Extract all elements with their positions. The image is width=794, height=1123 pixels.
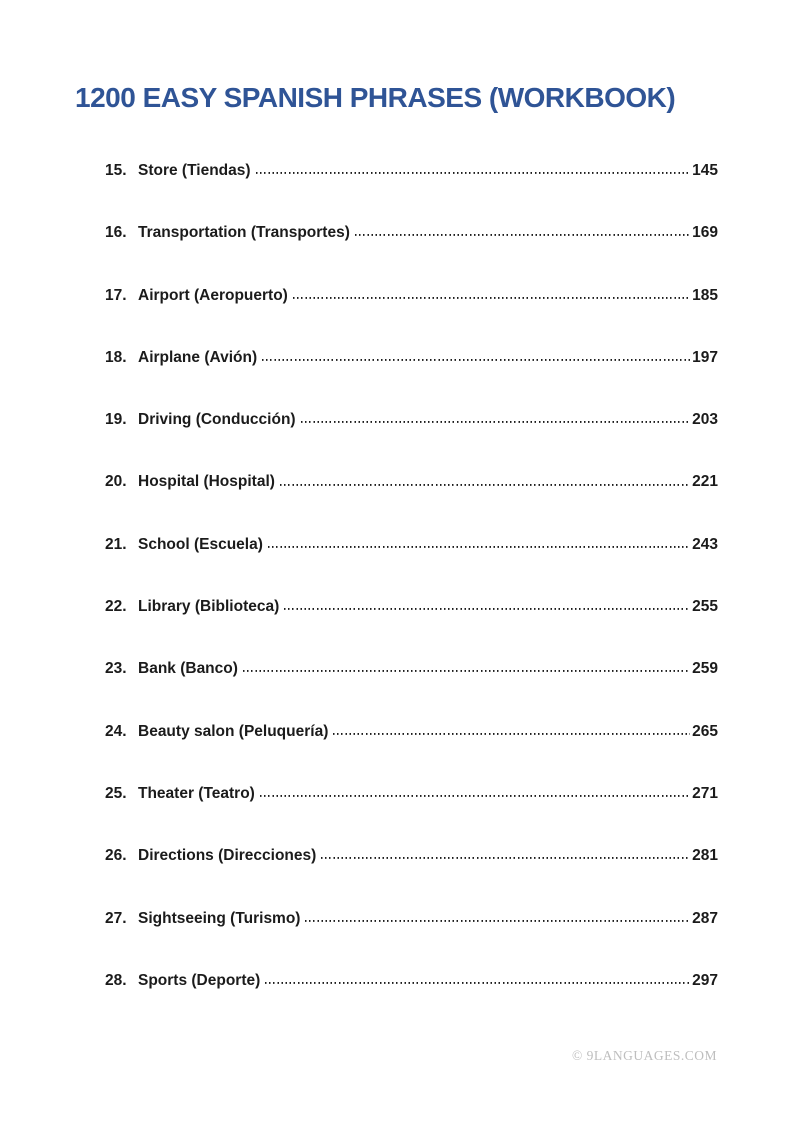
toc-entry [105, 286, 718, 305]
copyright-footer: © 9LANGUAGES.COM [571, 1048, 717, 1063]
dot-leader [355, 225, 690, 237]
dot-leader [284, 599, 690, 611]
toc-entry [105, 971, 718, 990]
toc-entry-label: Airplane (Avión) [138, 348, 258, 366]
toc-entry-label: Beauty salon (Peluquería) [138, 722, 329, 740]
dot-leader [256, 163, 691, 175]
toc-entry-label: Driving (Conducción) [138, 411, 296, 429]
table-of-contents [105, 161, 718, 1033]
toc-entry-page-number: 185 [692, 286, 718, 304]
toc-entry-label: Theater (Teatro) [138, 784, 255, 802]
toc-entry-number: 17. [105, 286, 127, 304]
toc-entry-page-number: 271 [692, 784, 718, 802]
toc-entry-label: Store (Tiendas) [138, 162, 251, 179]
dot-leader [280, 474, 690, 486]
toc-entry-label: Bank (Banco) [138, 660, 238, 678]
toc-entry-label: Airport (Aeropuerto) [138, 286, 288, 304]
toc-entry-number: 25. [105, 784, 127, 802]
dot-leader [305, 911, 690, 923]
toc-entry [105, 472, 718, 491]
toc-entry [105, 161, 718, 180]
toc-entry-page-number: 197 [692, 348, 718, 366]
toc-entry-number: 28. [105, 971, 127, 989]
dot-leader [321, 848, 690, 860]
toc-entry-page-number: 145 [692, 162, 718, 179]
toc-entry [105, 597, 718, 616]
toc-entry-number: 16. [105, 224, 127, 242]
toc-entry-page-number: 203 [692, 411, 718, 429]
page-title: 1200 EASY SPANISH PHRASES (WORKBOOK) [75, 82, 676, 113]
toc-entry-number: 26. [105, 847, 127, 865]
toc-entry-number: 15. [105, 162, 127, 179]
toc-entry-page-number: 297 [692, 971, 718, 989]
toc-entry-label: Sightseeing (Turismo) [138, 909, 301, 927]
toc-entry-number: 19. [105, 411, 127, 429]
toc-entry-number: 27. [105, 909, 127, 927]
toc-entry [105, 784, 718, 803]
toc-entry-label: Directions (Direcciones) [138, 847, 317, 865]
dot-leader [293, 288, 690, 300]
toc-entry [105, 348, 718, 367]
toc-entry-page-number: 281 [692, 847, 718, 865]
toc-entry-page-number: 287 [692, 909, 718, 927]
toc-entry [105, 223, 718, 242]
dot-leader [260, 786, 690, 798]
toc-entry [105, 659, 718, 678]
toc-entry [105, 722, 718, 741]
dot-leader [262, 350, 690, 362]
toc-entry-page-number: 259 [692, 660, 718, 678]
toc-entry [105, 909, 718, 928]
toc-entry-label: School (Escuela) [138, 535, 263, 553]
dot-leader [268, 537, 690, 549]
toc-entry-number: 21. [105, 535, 127, 553]
toc-entry-page-number: 265 [692, 722, 718, 740]
toc-entry-label: Sports (Deporte) [138, 971, 261, 989]
toc-entry-page-number: 221 [692, 473, 718, 491]
toc-entry-page-number: 243 [692, 535, 718, 553]
dot-leader [243, 661, 690, 673]
toc-entry-number: 24. [105, 722, 127, 740]
toc-entry-number: 18. [105, 348, 127, 366]
toc-entry-label: Transportation (Transportes) [138, 224, 350, 242]
toc-entry-number: 23. [105, 660, 127, 678]
toc-entry-label: Hospital (Hospital) [138, 473, 275, 491]
dot-leader [333, 724, 690, 736]
toc-entry-number: 20. [105, 473, 127, 491]
toc-entry-page-number: 255 [692, 598, 718, 616]
toc-entry [105, 535, 718, 554]
toc-entry-page-number: 169 [692, 224, 718, 242]
dot-leader [301, 412, 691, 424]
toc-entry-label: Library (Biblioteca) [138, 598, 280, 616]
dot-leader [265, 973, 690, 985]
toc-entry [105, 410, 718, 429]
toc-entry-number: 22. [105, 598, 127, 616]
toc-entry [105, 846, 718, 865]
